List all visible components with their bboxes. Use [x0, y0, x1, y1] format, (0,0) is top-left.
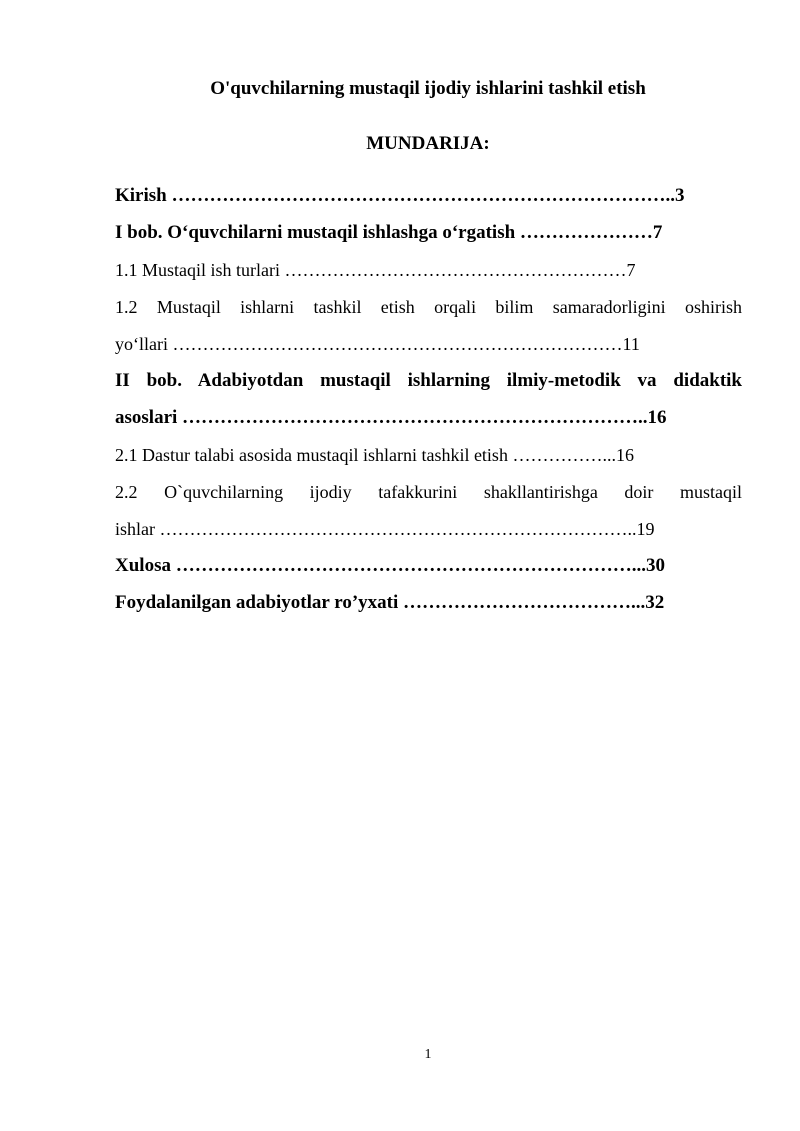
toc-entry-chapter-2-line-2: asoslari ………………………………………………………………..16 [115, 407, 667, 428]
toc-entry-chapter-2-line-1: II bob. Adabiyotdan mustaqil ishlarning ilmiy-metodik va didaktik [115, 370, 742, 391]
page-number: 1 [424, 1047, 432, 1062]
toc-entry-2-2-line-2: ishlar ……………………………………………………………………..19 [115, 519, 655, 539]
table-of-contents [115, 183, 742, 627]
toc-entry-2-2-line-1: 2.2 O`quvchilarning ijodiy tafakkurini shakllantirishga doir mustaqil [115, 482, 742, 502]
toc-entry-1-2-line-2: yo‘llari …………………………………………………………………11 [115, 334, 640, 354]
toc-entry-1-2-line-1: 1.2 Mustaqil ishlarni tashkil etish orqali bilim samaradorligini oshirish [115, 297, 742, 317]
toc-entry-1-1: 1.1 Mustaqil ish turlari …………………………………………………7 [115, 260, 636, 280]
toc-entry-references: Foydalanilgan adabiyotlar ro’yxati ………………………………...32 [115, 592, 665, 613]
document-title: O'quvchilarning mustaqil ijodiy ishlarini tashkil etish [210, 78, 646, 99]
toc-entry-kirish: Kirish ……………………………………………………………………..3 [115, 185, 685, 206]
toc-entry-2-1: 2.1 Dastur talabi asosida mustaqil ishlarni tashkil etish ……………...16 [115, 445, 634, 465]
toc-entry-chapter-1: I bob. O‘quvchilarni mustaqil ishlashga o‘rgatish …………………7 [115, 222, 663, 243]
toc-entry-xulosa: Xulosa ………………………………………………………………...30 [115, 555, 665, 576]
toc-heading: MUNDARIJA: [366, 133, 490, 154]
